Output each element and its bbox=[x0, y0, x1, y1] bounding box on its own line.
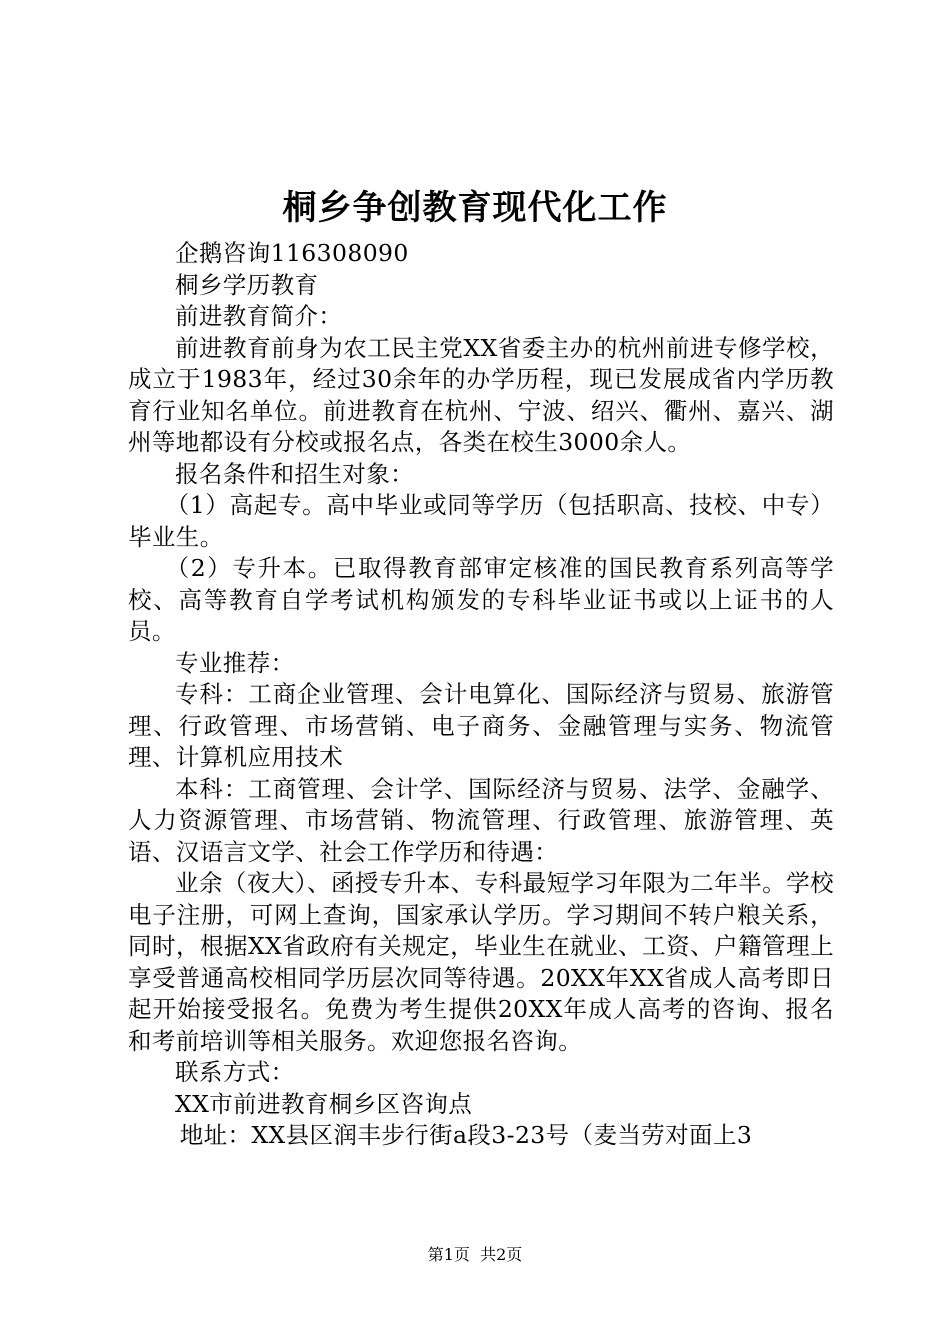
contact-office: XX市前进教育桐乡区咨询点 bbox=[175, 1089, 473, 1118]
document-body bbox=[128, 238, 834, 1152]
document-title: 桐乡争创教育现代化工作 bbox=[282, 188, 668, 228]
page-footer bbox=[0, 1245, 950, 1265]
page-total: 共2页 bbox=[480, 1245, 523, 1264]
contact-heading: 联系方式： bbox=[175, 1058, 295, 1086]
majors-junior-college: 专科：工商企业管理、会计电算化、国际经济与贸易、旅游管理、行政管理、市场营销、电子商务、金融管理与实务、物流管理、计算机应用技术 bbox=[128, 680, 834, 771]
qq-contact-line: 企鹅咨询116308090 bbox=[175, 239, 409, 267]
intro-heading: 前进教育简介： bbox=[175, 302, 343, 330]
page-number: 第1页 bbox=[427, 1245, 470, 1264]
majors-heading: 专业推荐： bbox=[175, 648, 295, 677]
intro-paragraph: 前进教育前身为农工民主党XX省委主办的杭州前进专修学校，成立于1983年，经过30余年的办学历程，现已发展成省内学历教育行业知名单位。前进教育在杭州、宁波、绍兴、衢州、嘉兴、湖州等地都设有分校或报名点，各类在校生3000余人。 bbox=[128, 333, 834, 456]
enrollment-item-1: （1）高起专。高中毕业或同等学历（包括职高、技校、中专）毕业生。 bbox=[128, 491, 834, 551]
study-info-paragraph: 业余（夜大）、函授专升本、专科最短学习年限为二年半。学校电子注册，可网上查询，国家承认学历。学习期间不转户粮关系，同时，根据XX省政府有关规定，毕业生在就业、工资、户籍管理上享受普通高校相同学历层次同等待遇。20XX年XX省成人高考即日起开始接受报名。免费为考生提供20XX年成人高考的咨询、报名和考前培训等相关服务。欢迎您报名咨询。 bbox=[128, 869, 834, 1055]
contact-address: 地址：XX县区润丰步行街a段3-23号（麦当劳对面上3 bbox=[179, 1121, 753, 1149]
brand-line: 桐乡学历教育 bbox=[175, 270, 319, 299]
majors-undergraduate: 本科：工商管理、会计学、国际经济与贸易、法学、金融学、人力资源管理、市场营销、物流管理、行政管理、旅游管理、英语、汉语言文学、社会工作学历和待遇： bbox=[128, 774, 834, 866]
enrollment-heading: 报名条件和招生对象： bbox=[175, 459, 414, 488]
enrollment-item-2: （2）专升本。已取得教育部审定核准的国民教育系列高等学校、高等教育自学考试机构颁发的专科毕业证书或以上证书的人员。 bbox=[128, 554, 834, 645]
